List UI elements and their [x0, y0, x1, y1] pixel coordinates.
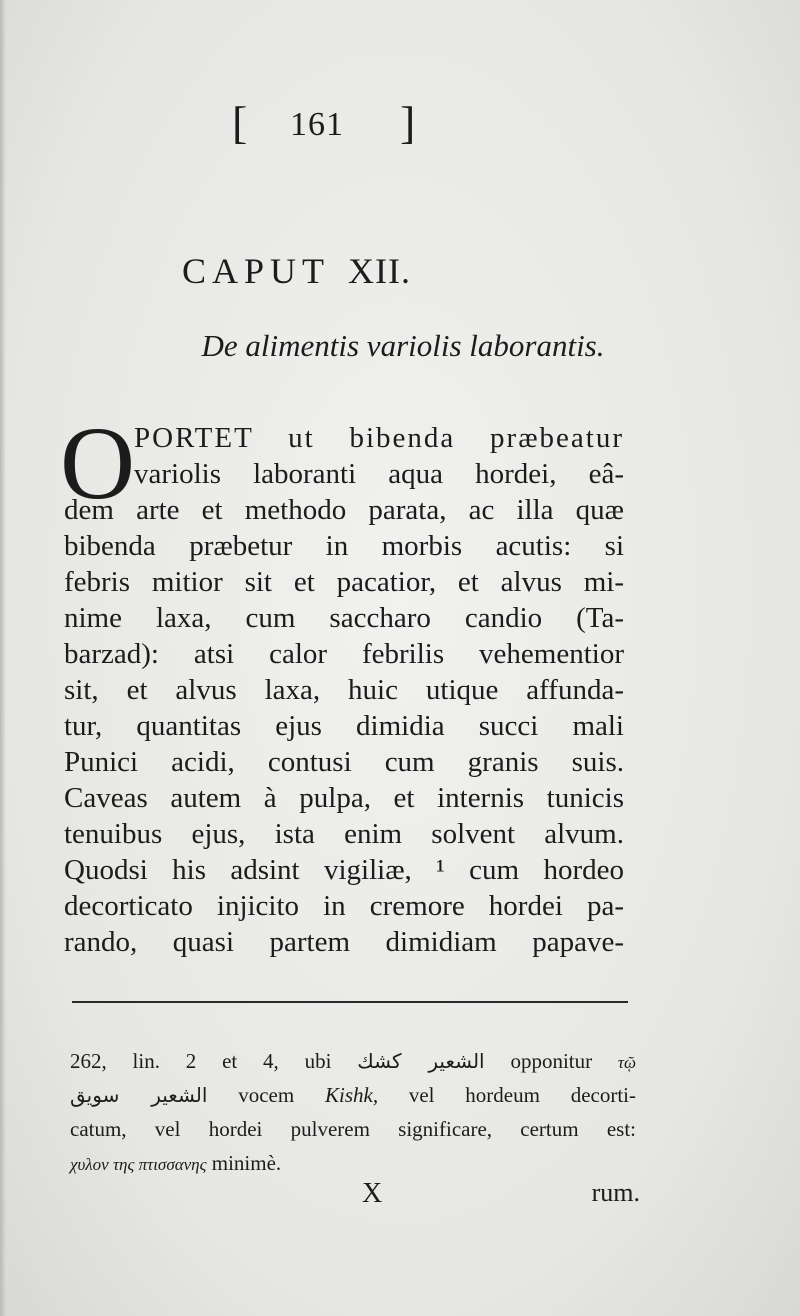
- chapter-word: CAPUT: [182, 251, 331, 291]
- page-number: 161: [290, 106, 344, 143]
- body-line: Caveas autem à pulpa, et internis tunicis: [64, 782, 624, 814]
- catchword: rum.: [591, 1178, 640, 1207]
- footnote-text: opponitur: [510, 1049, 593, 1073]
- chapter-numeral: XII.: [348, 251, 412, 291]
- header-bracket-open: [: [232, 97, 248, 148]
- footnote-line: catum, vel hordei pulverem significare, certum est:: [70, 1117, 636, 1141]
- footnote-text: vocem: [238, 1083, 295, 1107]
- footnote-text: 262, lin. 2 et 4, ubi: [70, 1049, 332, 1073]
- drop-cap: O: [60, 406, 136, 521]
- body-line: tur, quantitas ejus dimidia succi mali: [64, 710, 624, 742]
- footnote-italic-term: Kishk,: [324, 1083, 379, 1107]
- body-line: bibenda præbetur in morbis acutis: si: [64, 530, 624, 562]
- footnote-text: minimè.: [211, 1151, 282, 1175]
- body-paragraph: [64, 492, 624, 960]
- footnote: [70, 1044, 636, 1180]
- footnote-rule: [72, 1001, 628, 1003]
- page-header: [232, 97, 432, 150]
- greek-term: χυλον της πτισσανης: [70, 1155, 207, 1174]
- body-line: barzad): atsi calor febrilis vehementior: [64, 638, 624, 670]
- body-line: PORTET ut bibenda præbeatur: [134, 422, 624, 454]
- body-line: Quodsi his adsint vigiliæ, ¹ cum hordeo: [64, 854, 624, 886]
- page-edge-shadow: [0, 0, 6, 1316]
- body-line: decorticato injicito in cremore hordei pa-: [64, 890, 624, 922]
- body-line: dem arte et methodo parata, ac illa quæ: [64, 494, 624, 526]
- body-first-lines: [64, 420, 624, 492]
- footnote-line: [70, 1146, 636, 1180]
- footnote-line: [70, 1078, 636, 1112]
- arabic-term: الشعير سويق: [70, 1083, 208, 1107]
- signature-mark: X: [362, 1178, 383, 1209]
- body-line: variolis laboranti aqua hordei, eâ-: [134, 458, 624, 490]
- body-line: sit, et alvus laxa, huic utique affunda-: [64, 674, 624, 706]
- body-line: rando, quasi partem dimidiam papave-: [64, 926, 624, 958]
- greek-term: τῷ: [617, 1053, 637, 1072]
- body-line: nime laxa, cum saccharo candio (Ta-: [64, 602, 624, 634]
- body-line: Punici acidi, contusi cum granis suis.: [64, 746, 624, 778]
- arabic-term: الشعير كشك: [357, 1049, 485, 1073]
- body-line: tenuibus ejus, ista enim solvent alvum.: [64, 818, 624, 850]
- footnote-line: [70, 1044, 636, 1078]
- chapter-heading: [182, 250, 411, 292]
- footnote-text: vel hordeum decorti-: [408, 1083, 637, 1107]
- chapter-subtitle: De alimentis variolis laborantis.: [201, 328, 605, 363]
- header-bracket-close: ]: [400, 97, 416, 148]
- body-line: febris mitior sit et pacatior, et alvus mi-: [64, 566, 624, 598]
